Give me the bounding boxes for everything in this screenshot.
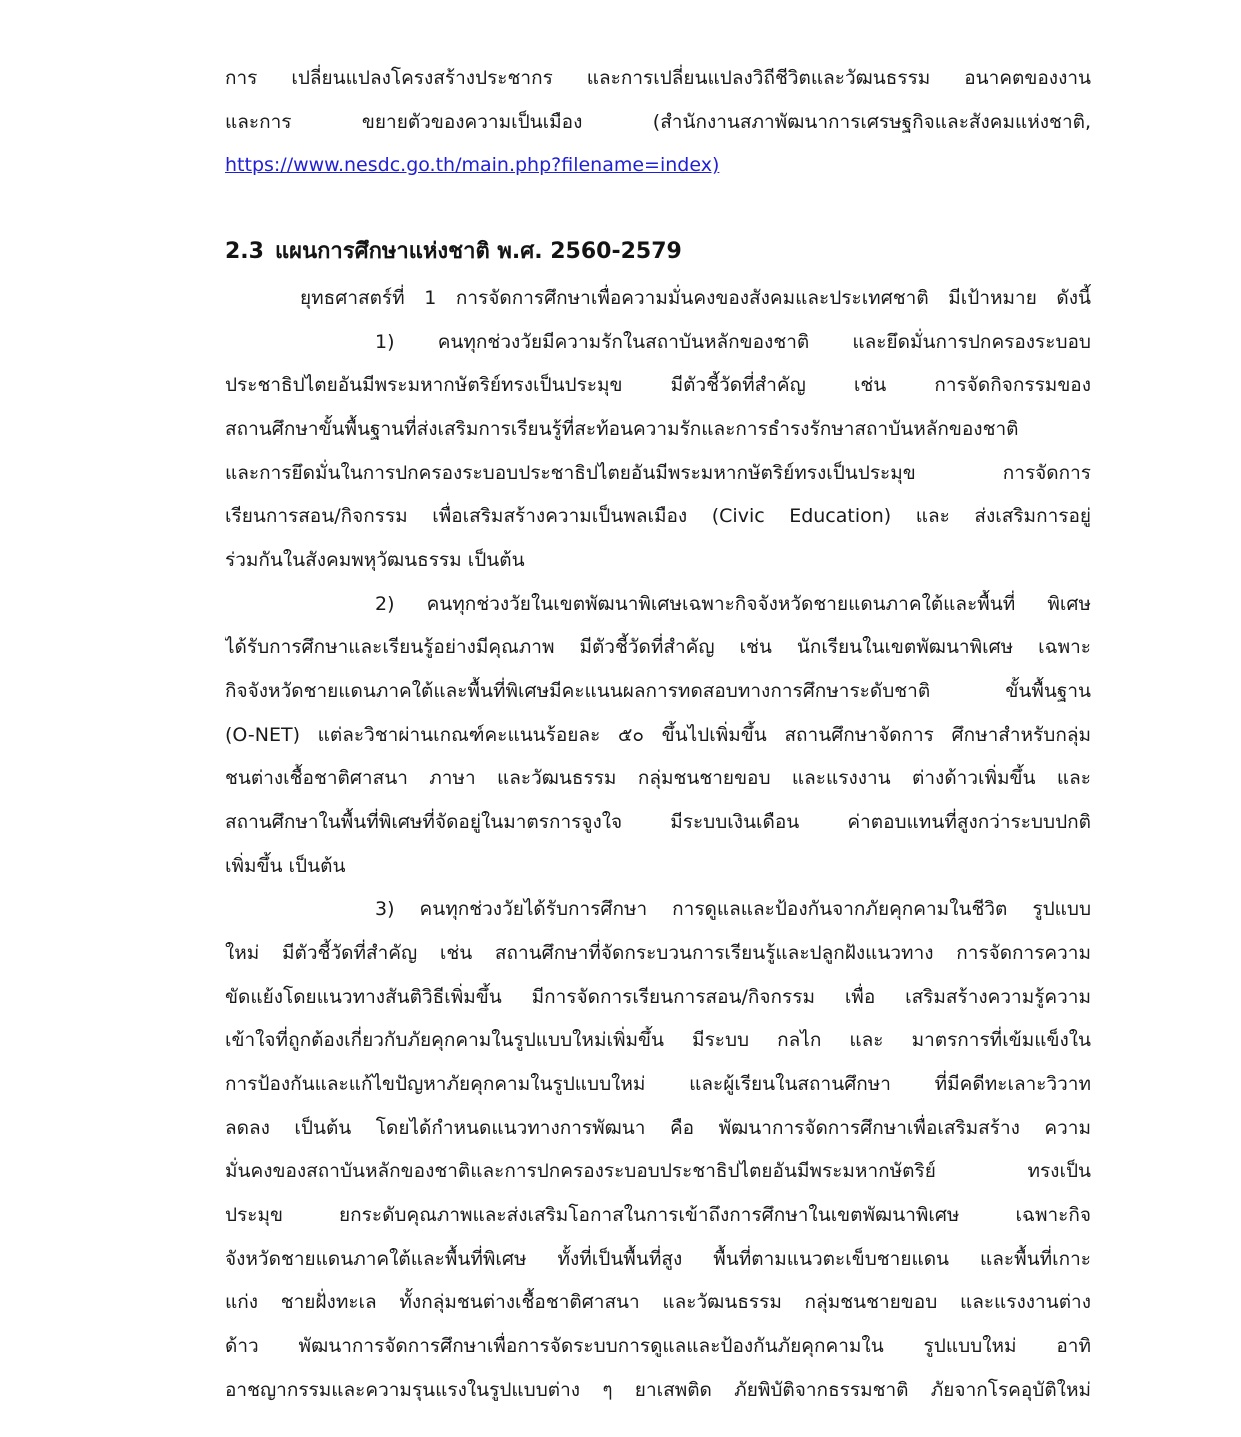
paragraph-line: ประมุข ยกระดับคุณภาพและส่งเสริมโอกาสในการเข้าถึงการศึกษาในเขตพัฒนาพิเศษ เฉพาะกิจ xyxy=(225,1204,1091,1226)
paragraph-line: 3) คนทุกช่วงวัยได้รับการศึกษา การดูแลและป้องกันจากภัยคุกคามในชีวิต รูปแบบ xyxy=(375,898,1091,920)
paragraph-line: จังหวัดชายแดนภาคใต้และพื้นที่พิเศษ ทั้งที่เป็นพื้นที่สูง พื้นที่ตามแนวตะเข็บชายแดน และพื้นที่เกาะ xyxy=(225,1248,1091,1270)
paragraph-line: ประชาธิปไตยอันมีพระมหากษัตริย์ทรงเป็นประมุข มีตัวชี้วัดที่สำคัญ เช่น การจัดกิจกรรมของ xyxy=(225,374,1091,396)
paragraph-line: สถานศึกษาขั้นพื้นฐานที่ส่งเสริมการเรียนรู้ที่สะท้อนความรักและการธำรงรักษาสถาบันหลักของชาติ xyxy=(225,418,1019,440)
paragraph-line: เพิ่มขึ้น เป็นต้น xyxy=(225,855,346,877)
paragraph-line: สถานศึกษาในพื้นที่พิเศษที่จัดอยู่ในมาตรการจูงใจ มีระบบเงินเดือน ค่าตอบแทนที่สูงกว่าระบบปกติ xyxy=(225,811,1091,833)
paragraph-line: และการยึดมั่นในการปกครองระบอบประชาธิปไตยอันมีพระมหากษัตริย์ทรงเป็นประมุข การจัดการ xyxy=(225,462,1091,484)
section-number: 2.3 xyxy=(225,239,264,264)
paragraph-line: การป้องกันและแก้ไขปัญหาภัยคุกคามในรูปแบบใหม่ และผู้เรียนในสถานศึกษา ที่มีคดีทะเลาะวิวาท xyxy=(225,1073,1091,1095)
paragraph-line: (O-NET) แต่ละวิชาผ่านเกณฑ์คะแนนร้อยละ ๕๐ ขึ้นไปเพิ่มขึ้น สถานศึกษาจัดการ ศึกษาสำหรับกลุ่ม xyxy=(225,724,1091,746)
paragraph-line: เข้าใจที่ถูกต้องเกี่ยวกับภัยคุกคามในรูปแบบใหม่เพิ่มขึ้น มีระบบ กลไก และ มาตรการที่เข้มแข็งใน xyxy=(225,1029,1091,1051)
section-heading xyxy=(225,236,682,268)
paragraph-line: ใหม่ มีตัวชี้วัดที่สำคัญ เช่น สถานศึกษาที่จัดกระบวนการเรียนรู้และปลูกฝังแนวทาง การจัดการความ xyxy=(225,942,1091,964)
paragraph-line: ด้าว พัฒนาการจัดการศึกษาเพื่อการจัดระบบการดูแลและป้องกันภัยคุกคามใน รูปแบบใหม่ อาทิ xyxy=(225,1335,1091,1357)
paragraph-line: กิจจังหวัดชายแดนภาคใต้และพื้นที่พิเศษมีคะแนนผลการทดสอบทางการศึกษาระดับชาติ ขั้นพื้นฐาน xyxy=(225,680,1091,702)
paragraph-line: เรียนการสอน/กิจกรรม เพื่อเสริมสร้างความเป็นพลเมือง (Civic Education) และ ส่งเสริมการอยู่ xyxy=(225,505,1091,527)
paragraph-line: อาชญากรรมและความรุนแรงในรูปแบบต่าง ๆ ยาเสพติด ภัยพิบัติจากธรรมชาติ ภัยจากโรคอุบัติใหม่ xyxy=(225,1379,1091,1401)
reference-link[interactable]: https://www.nesdc.go.th/main.php?filename=index) xyxy=(225,154,720,176)
paragraph-line: ชนต่างเชื้อชาติศาสนา ภาษา และวัฒนธรรม กลุ่มชนชายขอบ และแรงงาน ต่างด้าวเพิ่มขึ้น และ xyxy=(225,767,1091,789)
strategy-line: ยุทธศาสตร์ที่ 1 การจัดการศึกษาเพื่อความมั่นคงของสังคมและประเทศชาติ มีเป้าหมาย ดังนี้ xyxy=(300,287,1091,309)
section-title: แผนการศึกษาแห่งชาติ พ.ศ. 2560-2579 xyxy=(275,239,682,264)
paragraph-line: ร่วมกันในสังคมพหุวัฒนธรรม เป็นต้น xyxy=(225,549,525,571)
paragraph-line: มั่นคงของสถาบันหลักของชาติและการปกครองระบอบประชาธิปไตยอันมีพระมหากษัตริย์ ทรงเป็น xyxy=(225,1160,1091,1182)
paragraph-line: ได้รับการศึกษาและเรียนรู้อย่างมีคุณภาพ มีตัวชี้วัดที่สำคัญ เช่น นักเรียนในเขตพัฒนาพิเศษ เฉพาะ xyxy=(225,636,1091,658)
paragraph-line: ลดลง เป็นต้น โดยได้กำหนดแนวทางการพัฒนา คือ พัฒนาการจัดการศึกษาเพื่อเสริมสร้าง ความ xyxy=(225,1117,1091,1139)
intro-line: และการ ขยายตัวของความเป็นเมือง (สำนักงานสภาพัฒนาการเศรษฐกิจและสังคมแห่งชาติ, xyxy=(225,111,1091,133)
paragraph-line: 1) คนทุกช่วงวัยมีความรักในสถาบันหลักของชาติ และยึดมั่นการปกครองระบอบ xyxy=(375,331,1091,353)
intro-line: การ เปลี่ยนแปลงโครงสร้างประชากร และการเปลี่ยนแปลงวิถีชีวิตและวัฒนธรรม อนาคตของงาน xyxy=(225,67,1091,89)
paragraph-line: ขัดแย้งโดยแนวทางสันติวิธีเพิ่มขึ้น มีการจัดการเรียนการสอน/กิจกรรม เพื่อ เสริมสร้างความรู้ความ xyxy=(225,986,1091,1008)
paragraph-line: แก่ง ชายฝั่งทะเล ทั้งกลุ่มชนต่างเชื้อชาติศาสนา และวัฒนธรรม กลุ่มชนชายขอบ และแรงงานต่าง xyxy=(225,1291,1091,1313)
paragraph-line: 2) คนทุกช่วงวัยในเขตพัฒนาพิเศษเฉพาะกิจจังหวัดชายแดนภาคใต้และพื้นที่ พิเศษ xyxy=(375,593,1091,615)
